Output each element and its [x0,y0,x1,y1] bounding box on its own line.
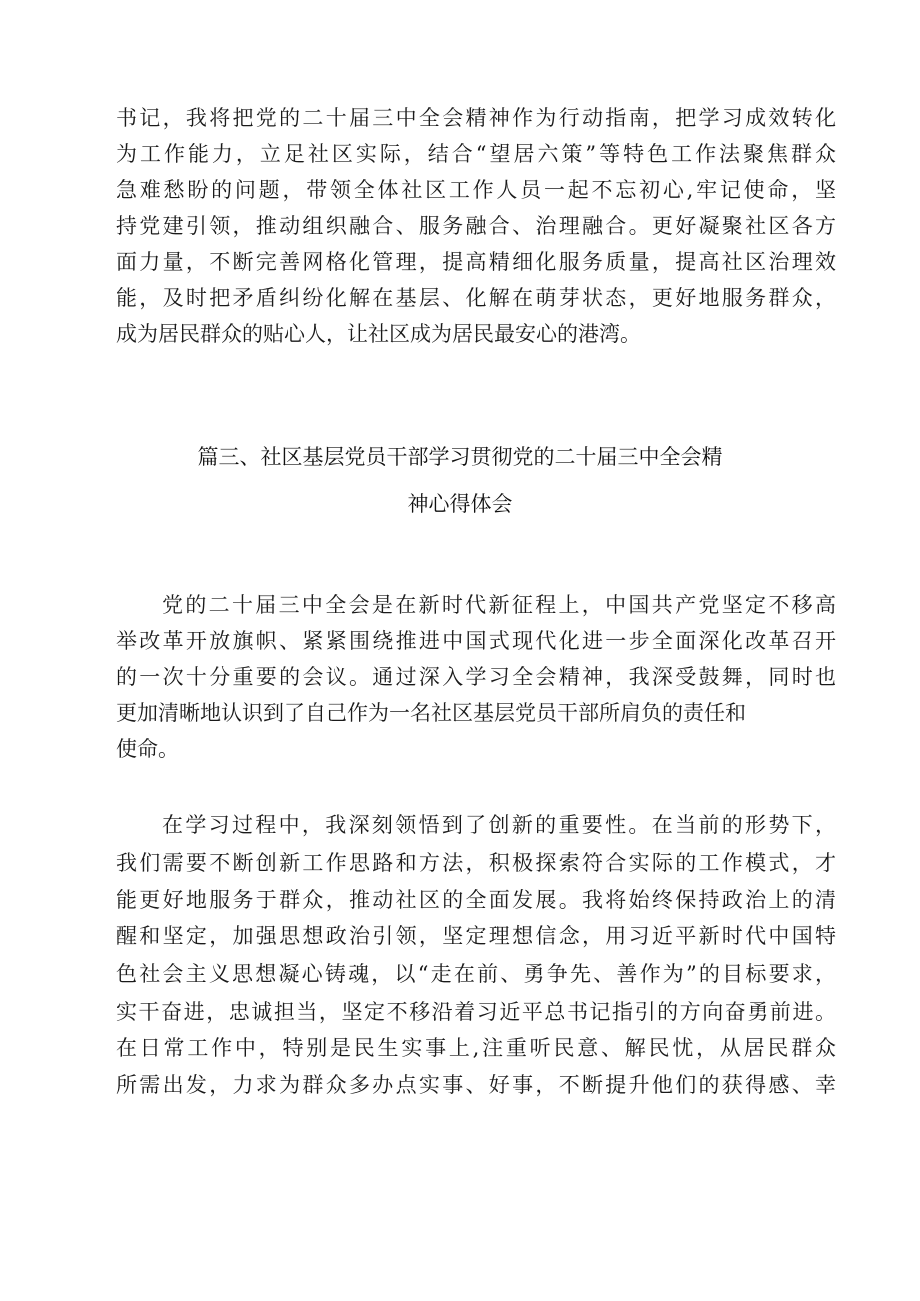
paragraph-line: 我们需要不断创新工作思路和方法，积极探索符合实际的工作模式，才 [116,851,836,875]
paragraph-line: 的一次十分重要的会议。通过深入学习全会精神，我深受鼓舞，同时也 [116,665,836,689]
paragraph-line: 举改革开放旗帜、紧紧围绕推进中国式现代化进一步全面深化改革召开 [116,629,836,653]
paragraph-line: 实干奋进，忠诚担当，坚定不移沿着习近平总书记指引的方向奋勇前进。 [116,1000,836,1024]
paragraph-line: 面力量，不断完善网格化管理，提高精细化服务质量，提高社区治理效 [116,250,836,274]
paragraph-line: 能更好地服务于群众，推动社区的全面发展。我将始终保持政治上的清 [116,888,836,912]
paragraph-line: 能，及时把矛盾纠纷化解在基层、化解在萌芽状态，更好地服务群众， [116,286,836,310]
paragraph-line: 在学习过程中，我深刻领悟到了创新的重要性。在当前的形势下， [162,813,836,837]
paragraph-line: 书记，我将把党的二十届三中全会精神作为行动指南，把学习成效转化 [116,106,836,130]
paragraph-line: 在日常工作中，特别是民生实事上,注重听民意、解民忧，从居民群众 [116,1036,836,1060]
section-title-line: 神心得体会 [407,492,513,516]
paragraph-line: 急难愁盼的问题，带领全体社区工作人员一起不忘初心,牢记使命，坚 [116,178,836,202]
paragraph-line: 党的二十届三中全会是在新时代新征程上，中国共产党坚定不移高 [162,593,836,617]
paragraph-line: 成为居民群众的贴心人，让社区成为居民最安心的港湾。 [116,322,641,346]
paragraph-line: 为工作能力，立足社区实际，结合“望居六策”等特色工作法聚焦群众 [116,142,836,166]
paragraph-line: 更加清晰地认识到了自己作为一名社区基层党员干部所肩负的责任和 [116,701,746,725]
paragraph-line: 所需出发，力求为群众多办点实事、好事，不断提升他们的获得感、幸 [116,1073,836,1097]
paragraph-line: 使命。 [116,737,179,761]
paragraph-line: 色社会主义思想凝心铸魂，以“走在前、勇争先、善作为”的目标要求， [116,962,836,986]
paragraph-line: 持党建引领，推动组织融合、服务融合、治理融合。更好凝聚社区各方 [116,214,836,238]
paragraph-line: 醒和坚定，加强思想政治引领，坚定理想信念，用习近平新时代中国特 [116,924,836,948]
section-title-line: 篇三、社区基层党员干部学习贯彻党的二十届三中全会精 [197,445,723,469]
